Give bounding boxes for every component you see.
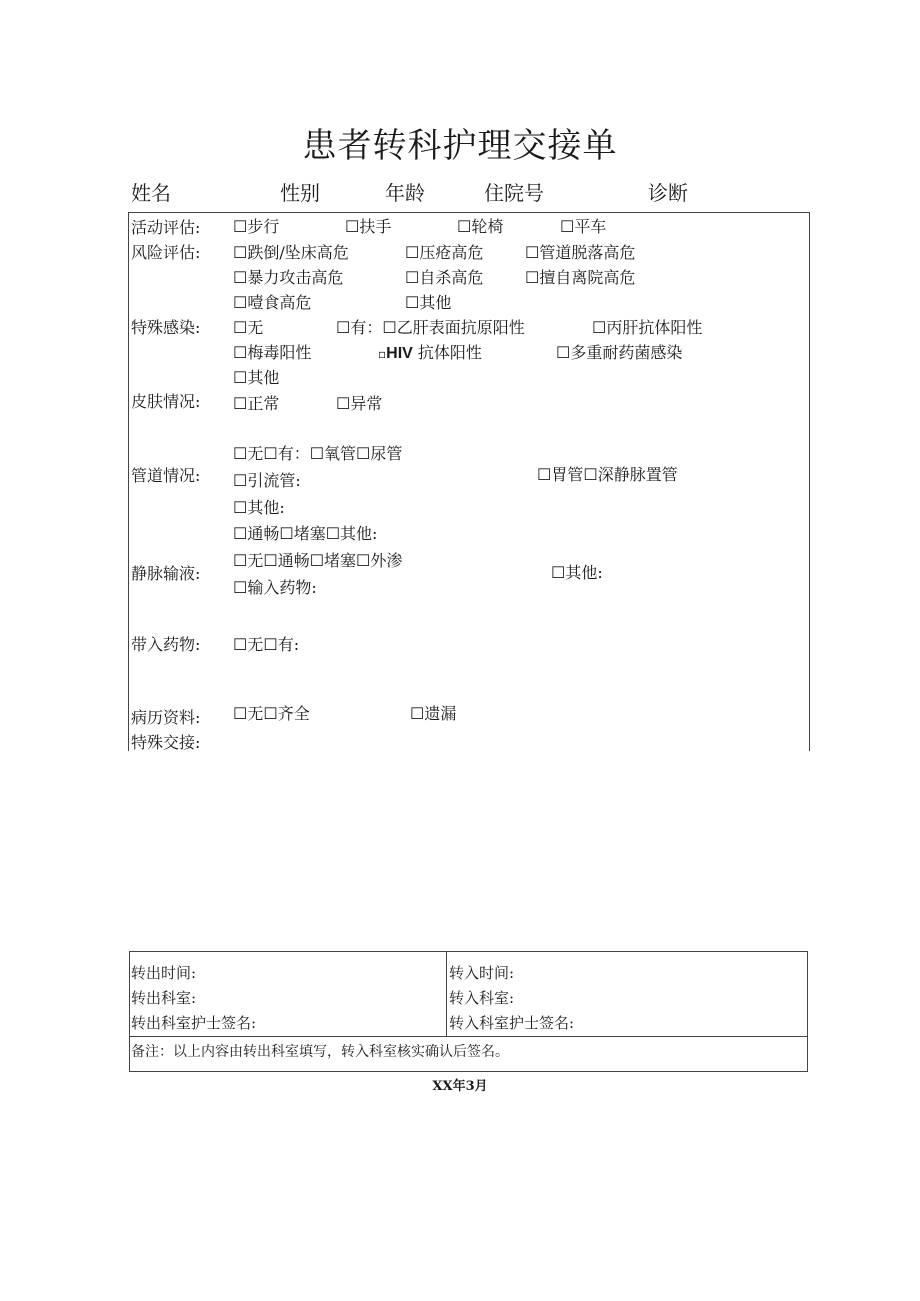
tube-options-right[interactable]: ☐胃管☐深静脉置管	[537, 465, 678, 484]
transfer-in-nurse-signature[interactable]: 转入科室护士签名:	[449, 1014, 575, 1032]
handover-note: 备注：以上内容由转出科室填写，转入科室核实确认后签名。	[131, 1044, 509, 1060]
transfer-out-time[interactable]: 转出时间:	[131, 964, 197, 982]
sex-label: 性别	[280, 181, 320, 205]
assessment-box	[128, 212, 810, 751]
iv-label: 静脉输液:	[131, 564, 201, 583]
checkbox-stretcher[interactable]: ☐平车	[560, 217, 607, 236]
checkbox-pressure-sore-risk[interactable]: ☐压疮高危	[405, 243, 484, 262]
handover-table-row-divider	[129, 1036, 808, 1037]
checkbox-drainage-tube[interactable]: ☐引流管:	[233, 471, 301, 490]
checkbox-tube-dislodge-risk[interactable]: ☐管道脱落高危	[525, 243, 636, 262]
transfer-out-nurse-signature[interactable]: 转出科室护士签名:	[131, 1014, 257, 1032]
meds-label: 带入药物:	[131, 635, 201, 654]
name-label: 姓名	[131, 181, 171, 205]
tube-options-row1[interactable]: ☐无☐有：☐氧管☐尿管	[233, 444, 403, 463]
checkbox-wheelchair[interactable]: ☐轮椅	[457, 217, 504, 236]
checkbox-skin-normal[interactable]: ☐正常	[233, 394, 280, 413]
checkbox-iv-medication[interactable]: ☐输入药物:	[233, 578, 317, 597]
checkbox-fall-risk[interactable]: ☐跌倒/坠床高危	[233, 243, 349, 262]
activity-label: 活动评估:	[131, 218, 201, 237]
checkbox-handrail[interactable]: ☐扶手	[345, 217, 392, 236]
iv-options-row1[interactable]: ☐无☐通畅☐堵塞☐外渗	[233, 551, 403, 570]
footer-date: XX年3月	[432, 1079, 488, 1094]
checkbox-infection-other[interactable]: ☐其他	[233, 368, 280, 387]
age-label: 年龄	[385, 181, 425, 205]
transfer-in-time[interactable]: 转入时间:	[449, 964, 515, 982]
checkbox-risk-other[interactable]: ☐其他	[405, 293, 452, 312]
diagnosis-label: 诊断	[648, 181, 688, 205]
records-options[interactable]: ☐无☐齐全	[233, 704, 310, 723]
hiv-suffix-text: 抗体阳性	[412, 343, 482, 362]
checkbox-hbsag-positive[interactable]: ☐有：☐乙肝表面抗原阳性	[336, 318, 525, 337]
checkbox-hiv-positive[interactable]	[378, 340, 482, 363]
checkbox-suicide-risk[interactable]: ☐自杀高危	[405, 268, 484, 287]
checkbox-elopement-risk[interactable]: ☐擅自离院高危	[525, 268, 636, 287]
checkbox-infection-none[interactable]: ☐无	[233, 318, 264, 337]
skin-label: 皮肤情况:	[131, 392, 201, 411]
page-title: 患者转科护理交接单	[302, 126, 618, 166]
hiv-text: HIV	[386, 345, 413, 362]
checkbox-mark: ▫	[378, 347, 387, 361]
handover-table-divider	[446, 951, 447, 1037]
records-label: 病历资料:	[131, 708, 201, 727]
checkbox-choking-risk[interactable]: ☐噎食高危	[233, 293, 312, 312]
checkbox-syphilis-positive[interactable]: ☐梅毒阳性	[233, 343, 312, 362]
checkbox-hcv-positive[interactable]: ☐丙肝抗体阳性	[592, 318, 703, 337]
special-handover-label: 特殊交接:	[131, 733, 201, 752]
checkbox-walk[interactable]: ☐步行	[233, 217, 280, 236]
admission-number-label: 住院号	[484, 181, 544, 205]
tube-status-options[interactable]: ☐通畅☐堵塞☐其他:	[233, 524, 378, 543]
checkbox-mdro-infection[interactable]: ☐多重耐药菌感染	[556, 343, 683, 362]
checkbox-tube-other[interactable]: ☐其他:	[233, 498, 285, 517]
transfer-out-dept[interactable]: 转出科室:	[131, 989, 197, 1007]
checkbox-iv-other[interactable]: ☐其他:	[551, 563, 603, 582]
checkbox-skin-abnormal[interactable]: ☐异常	[336, 394, 383, 413]
transfer-in-dept[interactable]: 转入科室:	[449, 989, 515, 1007]
checkbox-violence-risk[interactable]: ☐暴力攻击高危	[233, 268, 344, 287]
infection-label: 特殊感染:	[131, 318, 201, 337]
risk-label: 风险评估:	[131, 243, 201, 262]
tube-label: 管道情况:	[131, 466, 201, 485]
checkbox-records-missing[interactable]: ☐遗漏	[410, 704, 457, 723]
meds-options[interactable]: ☐无☐有:	[233, 635, 300, 654]
